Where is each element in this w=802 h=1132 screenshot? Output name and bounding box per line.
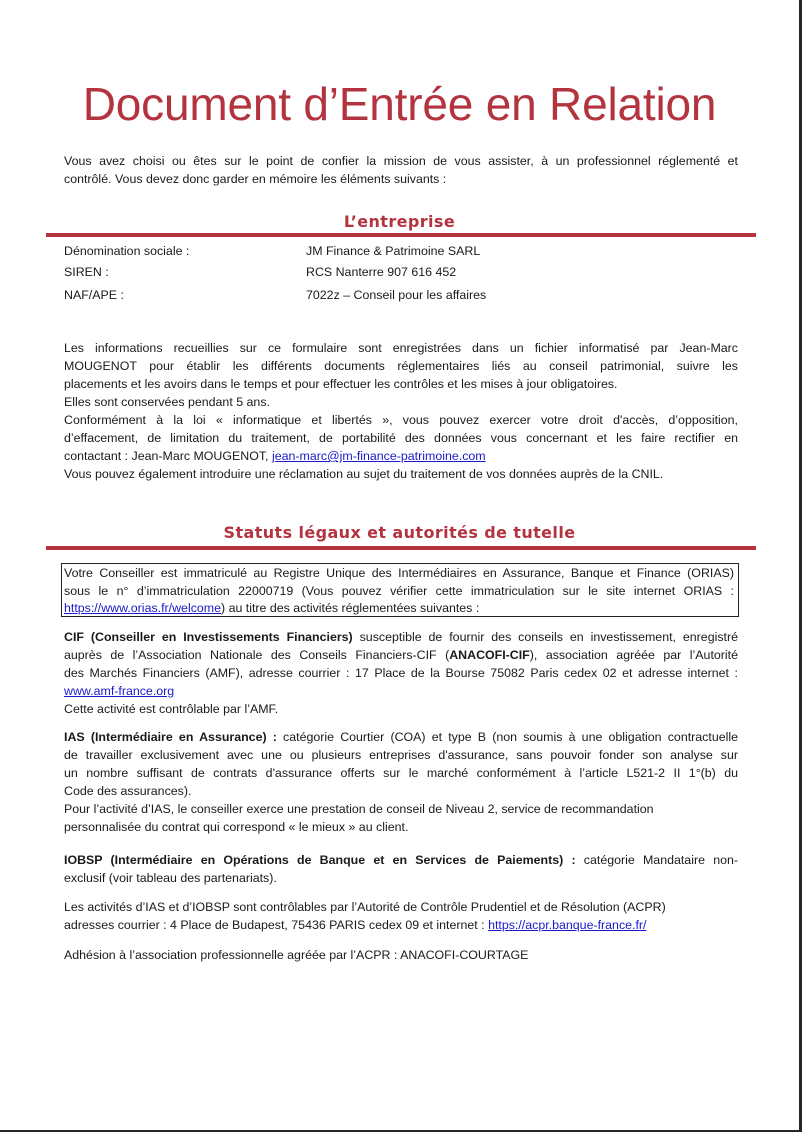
iobsp-line — [64, 851, 738, 869]
ias-heading: IAS (Intermédiaire en Assurance) : — [64, 730, 277, 744]
field-value: JM Finance & Patrimoine SARL — [306, 244, 481, 258]
acpr-line — [64, 916, 738, 934]
acpr-line: Les activités d’IAS et d’IOBSP sont contrôlables par l’Autorité de Contrôle Prudentiel et de Résolution (ACPR) — [64, 900, 666, 914]
orias-link[interactable]: https://www.orias.fr/welcome — [64, 601, 221, 615]
cif-line — [64, 646, 738, 664]
field-value: 7022z – Conseil pour les affaires — [306, 288, 487, 302]
privacy-line: Les informations recueillies sur ce formulaire sont enregistrées dans un fichier informatisé par Jean-Marc — [64, 341, 738, 355]
cif-line — [64, 682, 738, 700]
ias-line: Pour l’activité d’IAS, le conseiller exerce une prestation de conseil de Niveau 2, service de recommandation — [64, 802, 654, 816]
iobsp-heading: IOBSP (Intermédiaire en Opérations de Banque et en Services de Paiements) : — [64, 853, 576, 867]
iobsp-text: catégorie Mandataire non- — [575, 853, 738, 867]
ias-paragraph — [64, 728, 738, 836]
ias-text: catégorie Courtier (COA) et type B (non soumis à une obligation contractuelle — [276, 730, 738, 744]
field-value: RCS Nanterre 907 616 452 — [306, 265, 457, 279]
iobsp-line: exclusif (voir tableau des partenariats). — [64, 871, 277, 885]
intro-line: contrôlé. Vous devez donc garder en mémoire les éléments suivants : — [64, 172, 447, 186]
privacy-line: Conformément à la loi « informatique et libertés », vous pouvez exercer votre droit d'accès, d’opposition, — [64, 413, 738, 427]
ias-line: de travailler exclusivement avec une ou plusieurs entreprises d'assurance, sans pouvoir fonder son analyse sur — [64, 748, 738, 762]
acpr-paragraph — [64, 898, 738, 934]
orias-line-suffix: ) au titre des activités réglementées suivantes : — [221, 601, 480, 615]
amf-link[interactable]: www.amf-france.org — [64, 684, 175, 698]
privacy-line: MOUGENOT pour établir les différents documents réglementaires liés au conseil patrimonial, suivre les — [64, 359, 738, 373]
ias-line: Code des assurances). — [64, 784, 192, 798]
cif-paragraph — [64, 628, 738, 718]
iobsp-paragraph — [64, 851, 738, 887]
membership-paragraph — [64, 946, 738, 964]
field-label: NAF/APE : — [64, 288, 124, 302]
intro-line: Vous avez choisi ou êtes sur le point de confier la mission de vous assister, à un professionnel réglementé et — [64, 154, 738, 168]
orias-box — [61, 563, 739, 617]
cif-heading: CIF (Conseiller en Investissements Financiers) — [64, 630, 353, 644]
contact-prefix: contactant : Jean-Marc MOUGENOT, — [64, 449, 272, 463]
privacy-line: d’effacement, de limitation du traitement, de portabilité des données vous concernant et les faire rectifier en — [64, 431, 738, 445]
field-label: SIREN : — [64, 265, 109, 279]
section-title-company: L’entreprise — [343, 212, 456, 231]
section-divider — [46, 546, 756, 550]
cif-line: des Marchés Financiers (AMF), adresse courrier : 17 Place de la Bourse 75082 Paris cedex 02 et adresse internet : — [64, 666, 738, 680]
anacofi-cif: ANACOFI-CIF — [449, 648, 530, 662]
acpr-text: adresses courrier : 4 Place de Budapest, 75436 PARIS cedex 09 et internet : — [64, 918, 489, 932]
cif-text: auprès de l’Association Nationale des Conseils Financiers-CIF ( — [64, 648, 450, 662]
intro-paragraph — [64, 152, 738, 188]
cif-line — [64, 628, 738, 646]
ias-line: un nombre suffisant de contrats d'assurance offerts sur le marché conformément à l’article L521-2 II 1°(b) du — [64, 766, 738, 780]
ias-line — [64, 728, 738, 746]
privacy-paragraph — [64, 339, 738, 483]
orias-line: sous le n° d’immatriculation 22000719 (Vous pouvez vérifier cette immatriculation sur le site internet ORIAS : — [64, 583, 734, 598]
acpr-link[interactable]: https://acpr.banque-france.fr/ — [488, 918, 647, 932]
cif-text: susceptible de fournir des conseils en investissement, enregistré — [352, 630, 738, 644]
privacy-line: Elles sont conservées pendant 5 ans. — [64, 395, 270, 409]
document-title: Document d’Entrée en Relation — [82, 78, 717, 130]
cif-text: ), association agréée par l’Autorité — [529, 648, 738, 662]
privacy-line: placements et les avoirs dans le temps et pour effectuer les contrôles et les mises à jour obligatoires. — [64, 377, 618, 391]
field-label: Dénomination sociale : — [64, 244, 190, 258]
cif-control: Cette activité est contrôlable par l’AMF. — [64, 702, 279, 716]
privacy-contact-line — [64, 447, 738, 465]
privacy-cnil-line: Vous pouvez également introduire une réclamation au sujet du traitement de vos données auprès de la CNIL. — [64, 467, 664, 481]
orias-line: Votre Conseiller est immatriculé au Registre Unique des Intermédiaires en Assurance, Banque et Finance (ORIAS) — [64, 566, 734, 580]
ias-line: personnalisée du contrat qui correspond « le mieux » au client. — [64, 820, 409, 834]
contact-email-link[interactable]: jean-marc@jm-finance-patrimoine.com — [271, 449, 486, 463]
section-divider — [46, 233, 756, 237]
section-title-legal: Statuts légaux et autorités de tutelle — [223, 523, 576, 542]
orias-line — [64, 600, 734, 618]
membership-line: Adhésion à l’association professionnelle agréée par l’ACPR : ANACOFI-COURTAGE — [64, 948, 529, 962]
